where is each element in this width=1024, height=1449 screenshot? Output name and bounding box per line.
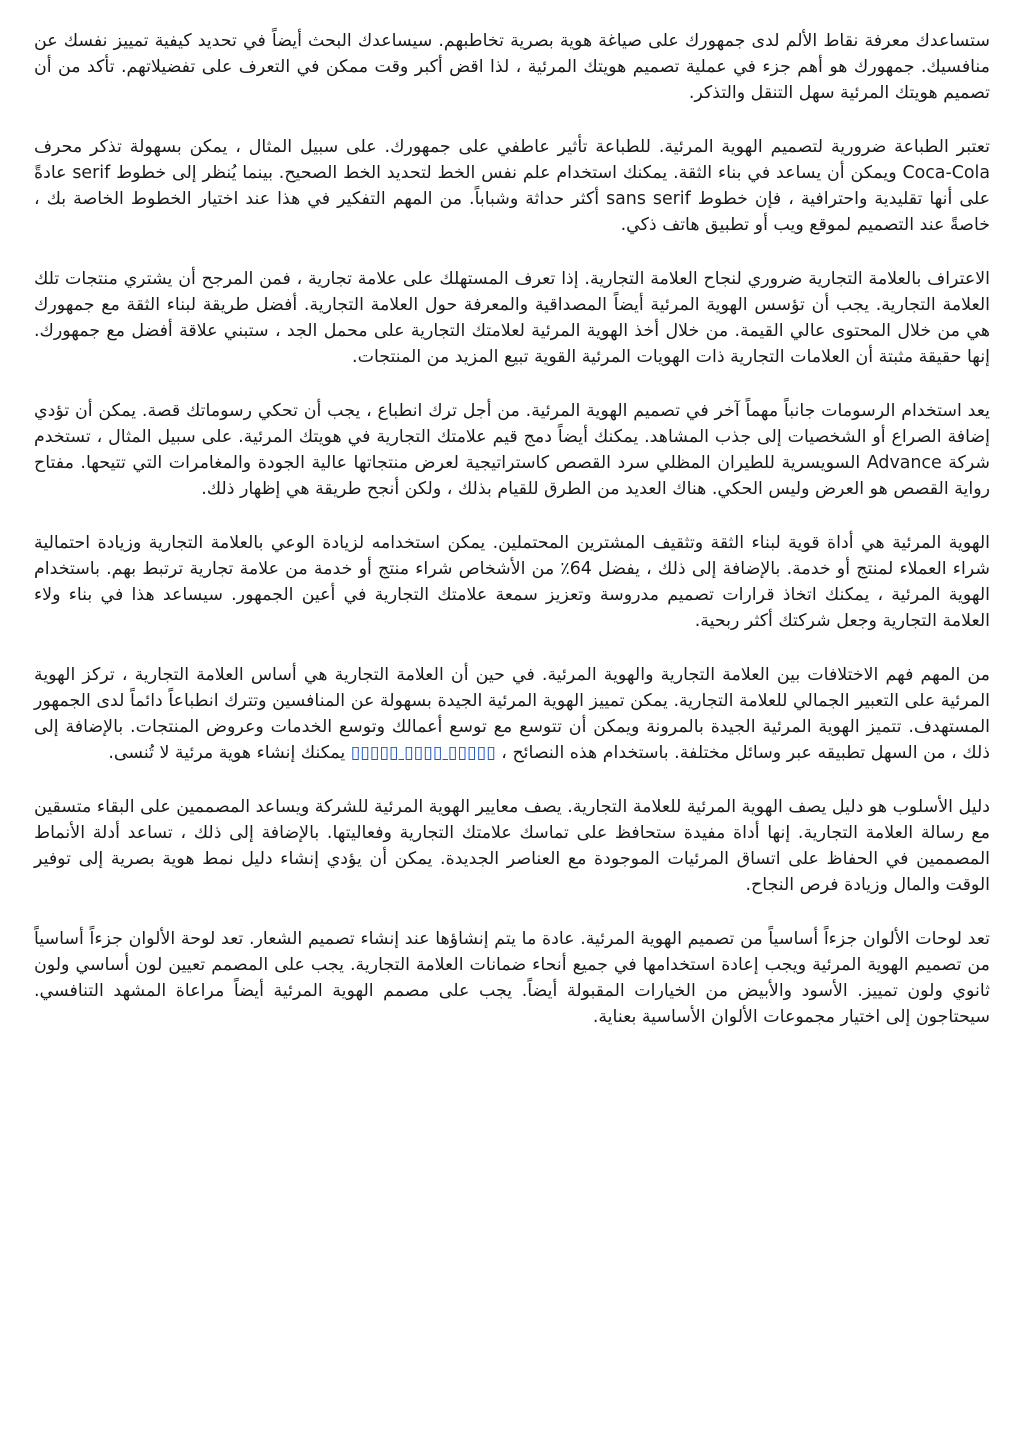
inline-link[interactable]: ▯▯▯▯▯ ▯▯▯▯ ▯▯▯▯▯ bbox=[350, 743, 496, 763]
paragraph-typography: تعتبر الطباعة ضرورية لتصميم الهوية المرئية. للطباعة تأثير عاطفي على جمهورك. على سبيل المثال ، يمكن بسهولة تذكر محرف Coca-Cola ويمكن أن يساعد في بناء الثقة. يمكنك استخدام علم نفس الخط لتحديد الخط الصحيح. بينما يُنظر إلى خطوط serif عادةً على أنها تقليدية واحترافية ، فإن خطوط sans serif أكثر حداثة وشباباً. من المهم التفكير في هذا عند اختيار الخطوط الخاصة بك ، خاصةً عند التصميم لموقع ويب أو تطبيق هاتف ذكي. bbox=[34, 137, 990, 235]
paragraph-style-guide: دليل الأسلوب هو دليل يصف الهوية المرئية للعلامة التجارية. يصف معايير الهوية المرئية للشركة ويساعد المصممين على البقاء متسقين مع رسالة العلامة التجارية. إنها أداة مفيدة ستحافظ على تماسك علامتك التجارية وفعاليتها. بالإضافة إلى ذلك ، تساعد أدلة الأنماط المصممين في الحفاظ على اتساق المرئيات الموجودة مع العناصر الجديدة. يمكن أن يؤدي إنشاء دليل نمط هوية بصرية إلى توفير الوقت والمال وزيادة فرص النجاح. bbox=[34, 797, 990, 895]
paragraph-brand-vs-identity bbox=[34, 662, 990, 766]
paragraph-trust-building: الهوية المرئية هي أداة قوية لبناء الثقة وتثقيف المشترين المحتملين. يمكن استخدامه لزيادة الوعي بالعلامة التجارية وزيادة احتمالية شراء العملاء لمنتج أو خدمة. بالإضافة إلى ذلك ، يفضل 64٪ من الأشخاص شراء منتج أو خدمة من علامة تجارية ترتبط بهم. باستخدام الهوية المرئية ، يمكنك اتخاذ قرارات تصميم مدروسة وتعزيز سمعة علامتك التجارية في أعين الجمهور. سيساعد هذا في بناء ولاء العلامة التجارية وجعل شركتك أكثر ربحية. bbox=[34, 533, 990, 631]
paragraph-text-before-link: من المهم فهم الاختلافات بين العلامة التجارية والهوية المرئية. في حين أن العلامة التجارية هي أساس العلامة التجارية ، تركز الهوية المرئية على التعبير الجمالي للعلامة التجارية. يمكن تمييز الهوية المرئية الجيدة بسهولة عن المنافسين وتترك انطباعاً دائماً لدى الجمهور المستهدف. تتميز الهوية المرئية الجيدة بالمرونة ويمكن أن تتوسع مع توسع أعمالك وتوسع الخدمات وعروض المنتجات. بالإضافة إلى ذلك ، من السهل تطبيقه عبر وسائل مختلفة. باستخدام هذه النصائح ، bbox=[34, 665, 990, 763]
paragraph-brand-recognition: الاعتراف بالعلامة التجارية ضروري لنجاح العلامة التجارية. إذا تعرف المستهلك على علامة تجارية ، فمن المرجح أن يشتري منتجات تلك العلامة التجارية. يجب أن تؤسس الهوية المرئية أيضاً المصداقية والمعرفة حول العلامة التجارية. أفضل طريقة لبناء الثقة مع جمهورك هي من خلال المحتوى عالي القيمة. من خلال أخذ الهوية المرئية لعلامتك التجارية على محمل الجد ، ستبني علاقة أفضل مع جمهورك. إنها حقيقة مثبتة أن العلامات التجارية ذات الهويات المرئية القوية تبيع المزيد من المنتجات. bbox=[34, 269, 990, 367]
paragraph-text-after-link: يمكنك إنشاء هوية مرئية لا تُنسى. bbox=[108, 743, 351, 763]
paragraph-graphics-storytelling: يعد استخدام الرسومات جانباً مهماً آخر في تصميم الهوية المرئية. من أجل ترك انطباع ، يجب أن تحكي رسوماتك قصة. يمكن أن تؤدي إضافة الصراع أو الشخصيات إلى جذب المشاهد. يمكنك أيضاً دمج قيم علامتك التجارية في هويتك المرئية. على سبيل المثال ، تستخدم شركة Advance السويسرية للطيران المظلي سرد القصص كاستراتيجية لعرض منتجاتها عالية الجودة والمغامرات التي تتيحها. مفتاح رواية القصص هو العرض وليس الحكي. هناك العديد من الطرق للقيام بذلك ، ولكن أنجح طريقة هي إظهار ذلك. bbox=[34, 401, 990, 499]
paragraph-pain-points: ستساعدك معرفة نقاط الألم لدى جمهورك على صياغة هوية بصرية تخاطبهم. سيساعدك البحث أيضاً في تحديد كيفية تمييز نفسك عن منافسيك. جمهورك هو أهم جزء في عملية تصميم هويتك المرئية ، لذا اقض أكبر وقت ممكن في التعرف على تفضيلاتهم. تأكد من أن تصميم هويتك المرئية سهل التنقل والتذكر. bbox=[34, 31, 990, 103]
paragraph-color-palettes: تعد لوحات الألوان جزءاً أساسياً من تصميم الهوية المرئية. عادة ما يتم إنشاؤها عند إنشاء تصميم الشعار. تعد لوحة الألوان جزءاً أساسياً من تصميم الهوية المرئية ويجب إعادة استخدامها في جميع أنحاء ضمانات العلامة التجارية. يجب على المصمم تعيين لون أساسي ولون ثانوي ولون تمييز. الأسود والأبيض من الخيارات المقبولة أيضاً. يجب على مصمم الهوية المرئية أيضاً مراعاة المشهد التنافسي. سيحتاجون إلى اختيار مجموعات الألوان الأساسية بعناية. bbox=[34, 929, 990, 1027]
